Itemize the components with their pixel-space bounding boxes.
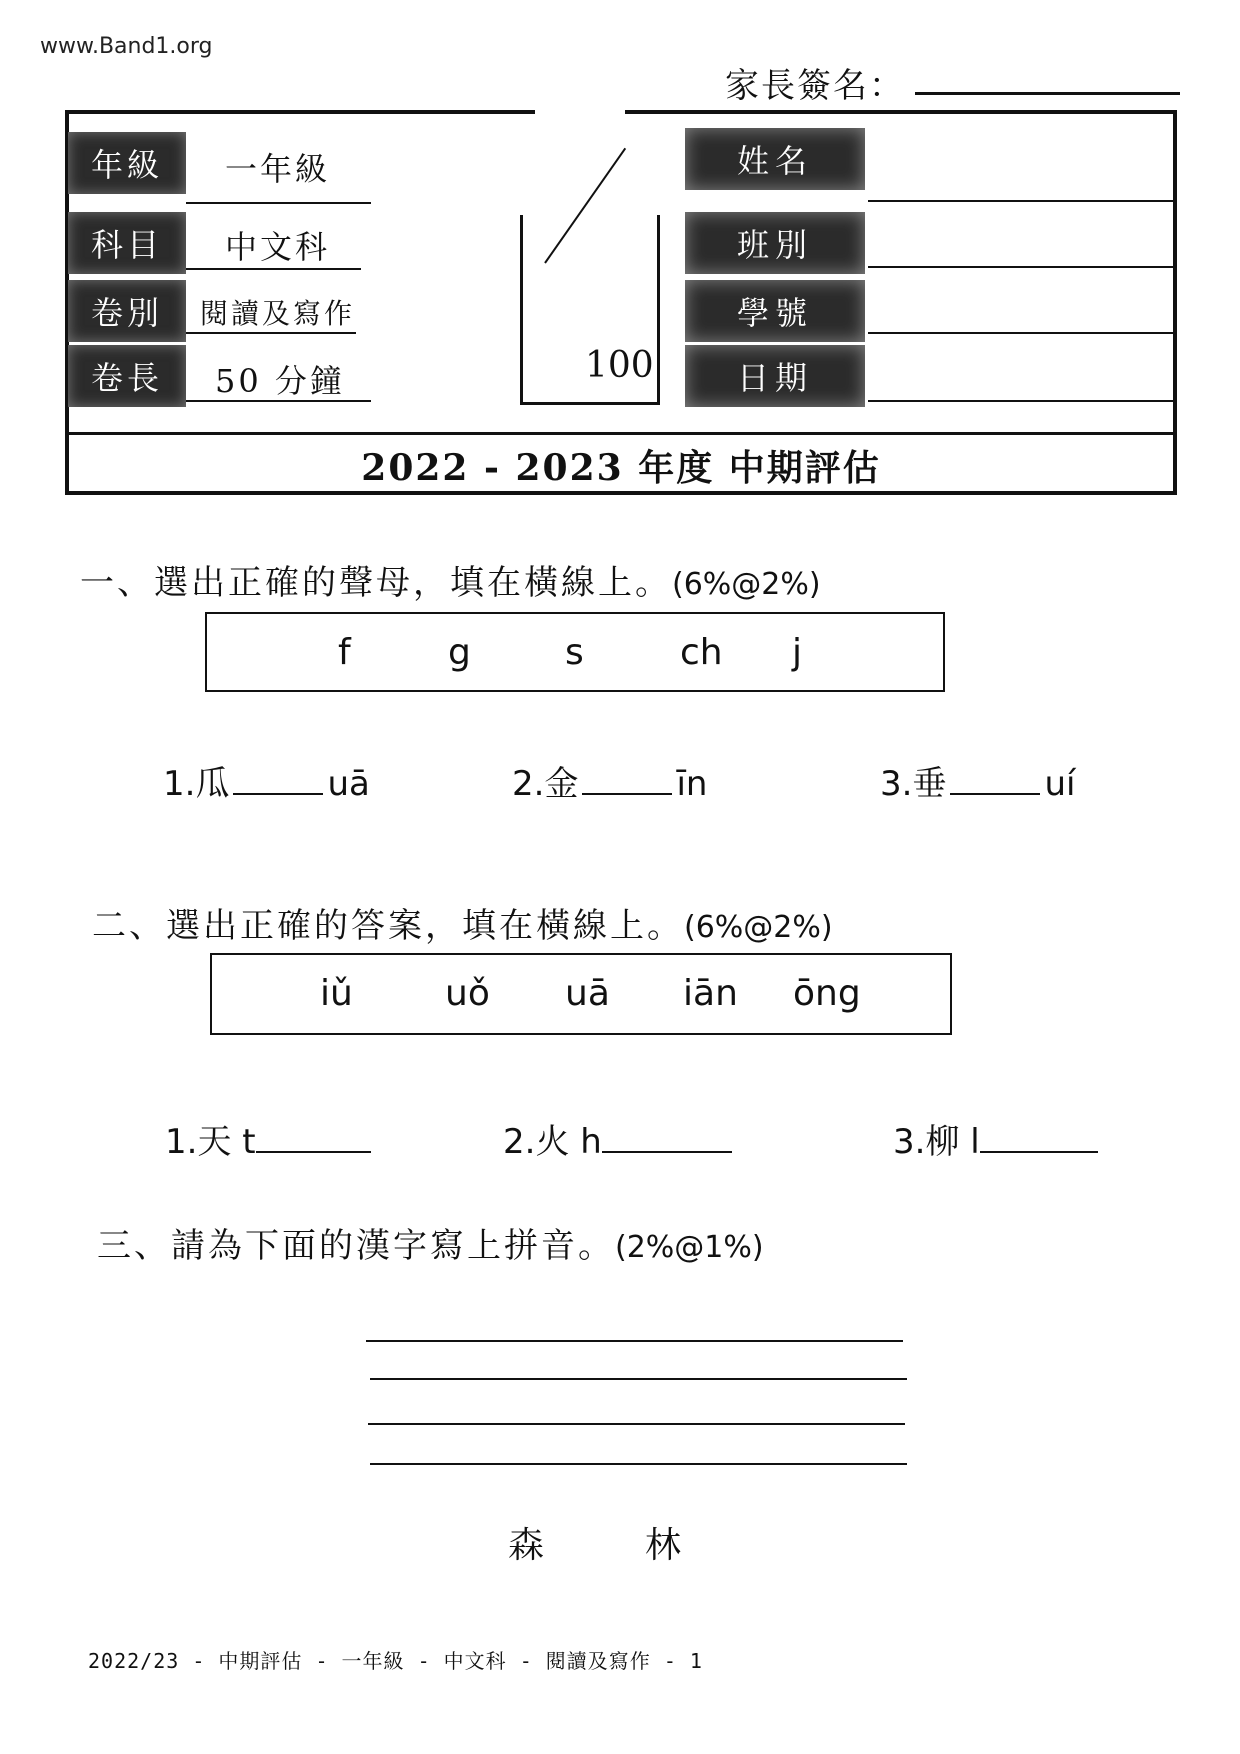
s2-item-3: 3.柳 l	[893, 1114, 1102, 1163]
value-grade: 一年級	[225, 150, 331, 188]
option-s: s	[565, 632, 584, 673]
option-ua: uā	[565, 973, 610, 1014]
pinyin-line-3[interactable]	[368, 1423, 905, 1425]
field-name[interactable]	[868, 200, 1173, 202]
pinyin-line-1[interactable]	[366, 1340, 903, 1342]
pinyin-line-2[interactable]	[370, 1378, 907, 1380]
field-date[interactable]	[868, 400, 1173, 402]
char-lin: 林	[645, 1525, 684, 1566]
section2-title: 二、選出正確的答案，填在橫線上。(6%@2%)	[92, 906, 833, 946]
field-student-no[interactable]	[868, 332, 1173, 334]
char-sen: 森	[508, 1525, 547, 1566]
site-watermark: www.Band1.org	[40, 34, 213, 59]
signature-label: 家長簽名：	[725, 66, 905, 106]
option-ong: ōng	[793, 973, 861, 1014]
field-class[interactable]	[868, 266, 1173, 268]
pinyin-line-4[interactable]	[370, 1463, 907, 1465]
section3-title: 三、請為下面的漢字寫上拼音。(2%@1%)	[97, 1226, 764, 1266]
label-date: 日期	[685, 345, 865, 407]
label-grade: 年級	[68, 132, 186, 194]
option-iu: iǔ	[320, 973, 353, 1014]
value-subject: 中文科	[225, 228, 331, 266]
page-footer: 2022/23 - 中期評估 - 一年級 - 中文科 - 閱讀及寫作 - 1	[88, 1649, 703, 1673]
s1-item-1: 1.瓜 uā	[163, 764, 370, 804]
option-j: j	[792, 632, 803, 673]
label-student-no: 學號	[685, 280, 865, 342]
score-total: 100	[585, 345, 654, 386]
value-paper: 閱讀及寫作	[200, 297, 356, 330]
option-f: f	[338, 632, 351, 673]
label-class: 班別	[685, 212, 865, 274]
s2-item-1: 1.天 t	[165, 1114, 375, 1163]
option-g: g	[448, 632, 471, 673]
label-paper: 卷別	[68, 280, 186, 342]
label-name: 姓名	[685, 128, 865, 190]
option-uo: uǒ	[445, 973, 490, 1014]
section1-title: 一、選出正確的聲母，填在橫線上。(6%@2%)	[80, 563, 821, 603]
s1-item-2: 2.金 īn	[512, 764, 708, 804]
s1-blank-3[interactable]	[950, 793, 1040, 795]
value-duration: 50 分鐘	[215, 362, 345, 400]
s2-blank-2[interactable]	[602, 1151, 732, 1153]
s1-item-3: 3.垂 uí	[880, 764, 1076, 804]
option-ian: iān	[683, 973, 738, 1014]
s2-blank-3[interactable]	[980, 1151, 1098, 1153]
label-subject: 科目	[68, 212, 186, 274]
option-ch: ch	[680, 632, 723, 673]
year-title: 2022 - 2023 年度 中期評估	[361, 447, 881, 489]
label-duration: 卷長	[68, 345, 186, 407]
signature-line[interactable]	[915, 92, 1180, 95]
s2-blank-1[interactable]	[256, 1151, 371, 1153]
s1-blank-1[interactable]	[233, 793, 323, 795]
s2-item-2: 2.火 h	[503, 1114, 736, 1163]
s1-blank-2[interactable]	[582, 793, 672, 795]
